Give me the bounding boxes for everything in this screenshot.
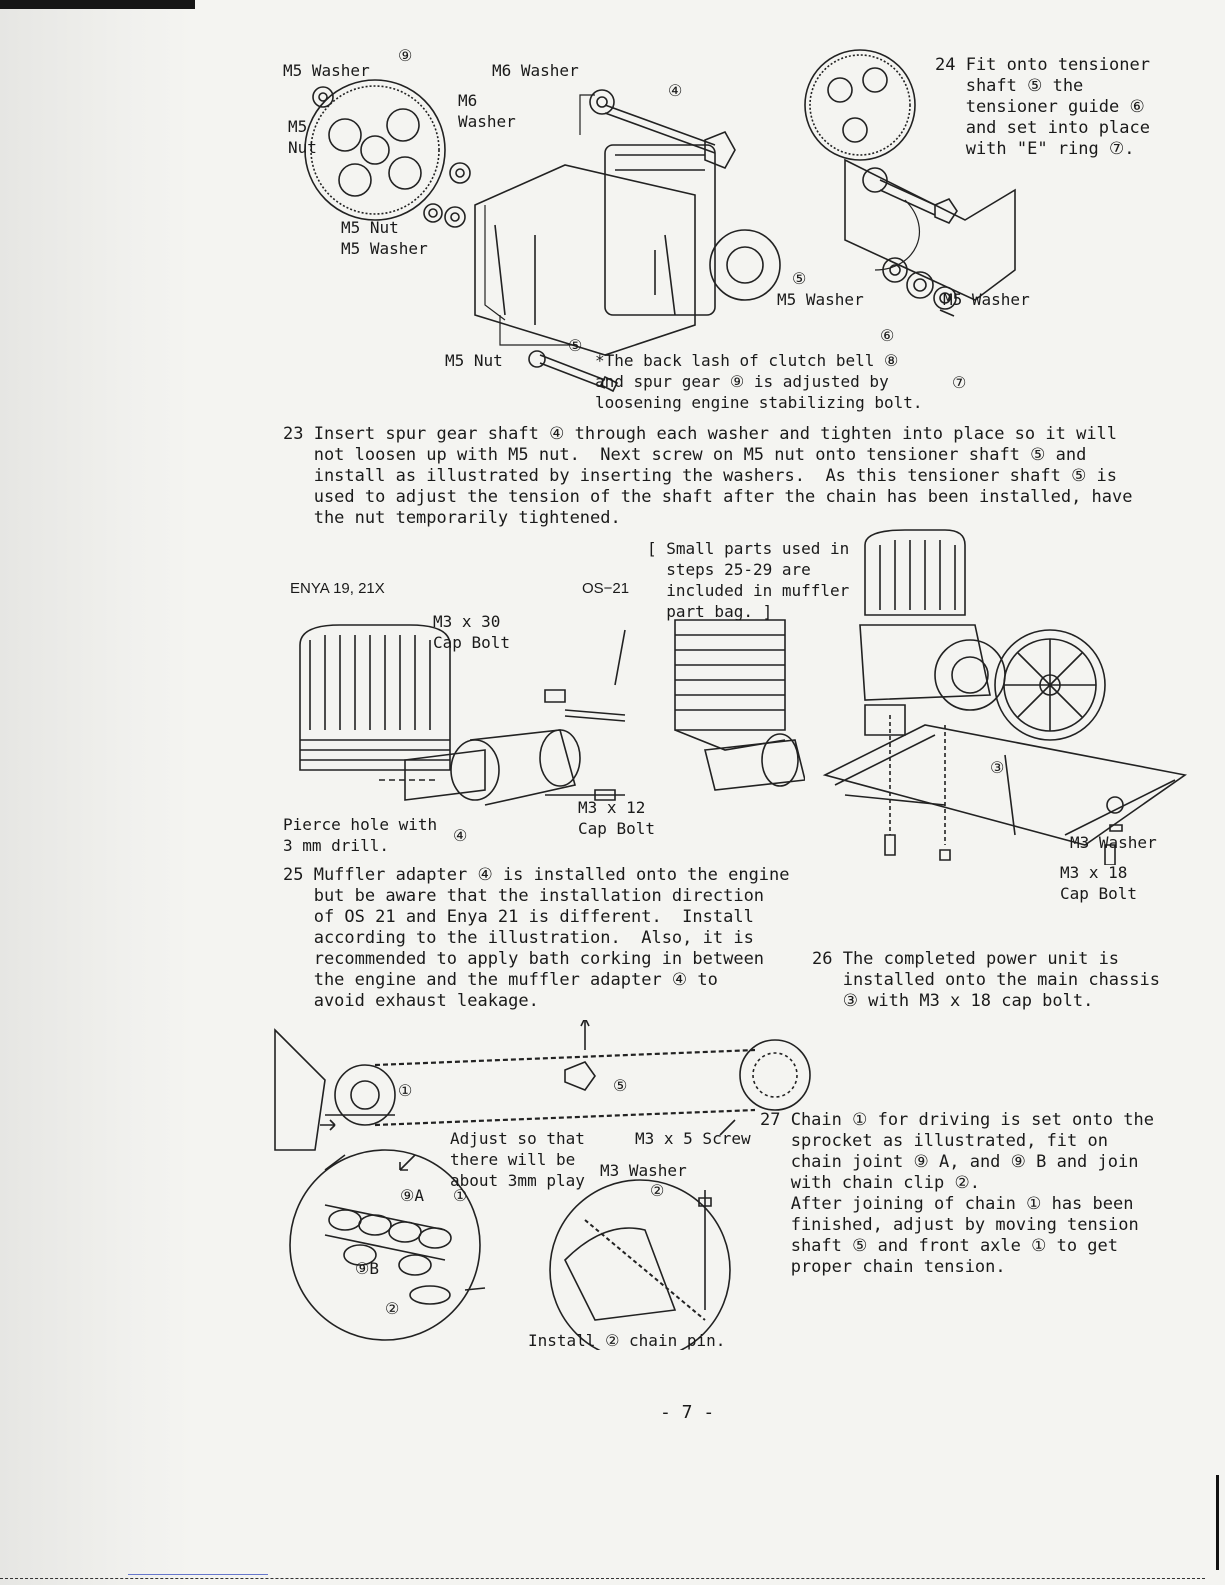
label-m3x5-screw: M3 x 5 Screw — [635, 1129, 751, 1148]
label-m5-washer-right1: M5 Washer — [777, 290, 864, 309]
step24-line1: 24 Fit onto tensioner — [935, 55, 1150, 75]
label-washer: Washer — [458, 112, 516, 131]
small-parts-note-line2: steps 25-29 are — [647, 560, 811, 579]
label-m5-washer-mid: M5 Washer — [341, 239, 428, 258]
part-number-63: ④ — [453, 826, 468, 845]
adjust-note-line3: about 3mm play — [450, 1171, 585, 1190]
step23-line1: 23 Insert spur gear shaft ④ through each washer and tighten into place so it will — [283, 424, 1118, 444]
label-m6: M6 — [458, 91, 478, 110]
step23-line3: install as illustrated by inserting the washers. As this tensioner shaft ⑤ is — [283, 466, 1118, 486]
step25-line5: recommended to apply bath corking in between — [283, 949, 765, 969]
step27-line4: with chain clip ②. — [760, 1173, 980, 1193]
page-left-margin — [0, 0, 195, 1585]
step25-line3: of OS 21 and Enya 21 is different. Install — [283, 907, 754, 927]
part-number-24: ② — [650, 1181, 665, 1200]
backlash-note-line2: and spur gear ⑨ is adjusted by — [595, 372, 889, 391]
label-m3-washer-fig3: M3 Washer — [600, 1161, 687, 1180]
part-number-56: ⑥ — [880, 326, 895, 345]
label-cap-bolt-3: Cap Bolt — [1060, 884, 1138, 903]
small-parts-note-line3: included in muffler — [647, 581, 850, 600]
label-m5-nut-mid: M5 Nut — [341, 218, 399, 237]
part-number-61a: ⑨A — [400, 1186, 424, 1205]
step25-line6: the engine and the muffler adapter ④ to — [283, 970, 718, 990]
step25-line4: according to the illustration. Also, it is — [283, 928, 754, 948]
step23-line5: the nut temporarily tightened. — [283, 508, 621, 528]
part-number-1: ① — [398, 1081, 413, 1100]
manual-page — [195, 0, 1225, 1585]
step27-line2: sprocket as illustrated, fit on — [760, 1131, 1108, 1151]
step23-line4: used to adjust the tension of the shaft after the chain has been installed, have — [283, 487, 1133, 507]
backlash-note-line3: loosening engine stabilizing bolt. — [595, 393, 923, 412]
backlash-note-line1: *The back lash of clutch bell ⑧ — [595, 351, 899, 370]
scan-top-edge — [0, 0, 195, 9]
bottom-dashed-line — [0, 1578, 1205, 1579]
page-number: - 7 - — [660, 1402, 715, 1423]
label-m6-washer-top: M6 Washer — [492, 61, 579, 80]
label-m3-washer: M3 Washer — [1070, 833, 1157, 852]
part-number-60: ① — [453, 1186, 468, 1205]
step27-line3: chain joint ⑨ A, and ⑨ B and join — [760, 1152, 1139, 1172]
small-parts-note-line4: part bag. ] — [647, 602, 773, 621]
label-m3x18: M3 x 18 — [1060, 863, 1128, 882]
part-number-54: ④ — [668, 81, 683, 100]
step27-line7: shaft ⑤ and front axle ① to get — [760, 1236, 1118, 1256]
step27-line1: 27 Chain ① for driving is set onto the — [760, 1110, 1154, 1130]
adjust-note-line1: Adjust so that — [450, 1129, 585, 1148]
muffler-adapter-illustration — [285, 590, 805, 840]
step25-line2: but be aware that the installation direction — [283, 886, 765, 906]
step26-line3: ③ with M3 x 18 cap bolt. — [812, 991, 1094, 1011]
label-m5: M5 — [288, 117, 308, 136]
part-number-55: ⑤ — [568, 336, 583, 355]
step23-line2: not loosen up with M5 nut. Next screw on M5 nut onto tensioner shaft ⑤ and — [283, 445, 1087, 465]
power-unit-chassis-illustration — [805, 525, 1205, 865]
part-number-62: ② — [385, 1299, 400, 1318]
bottom-rule — [128, 1574, 268, 1575]
step24-line4: and set into place — [935, 118, 1150, 138]
label-os21: OS−21 — [582, 580, 630, 597]
install-chain-pin-label: Install ② chain pin. — [528, 1331, 726, 1350]
step25-line1: 25 Muffler adapter ④ is installed onto the engine — [283, 865, 790, 885]
label-nut: Nut — [288, 138, 317, 157]
step26-line2: installed onto the main chassis — [812, 970, 1160, 990]
part-number-49: ⑨ — [398, 46, 413, 65]
adjust-note-line2: there will be — [450, 1150, 576, 1169]
part-number-30: ③ — [990, 758, 1005, 777]
small-parts-note-line1: [ Small parts used in — [647, 539, 850, 558]
pierce-hole-line1: Pierce hole with — [283, 815, 438, 834]
step27-line8: proper chain tension. — [760, 1257, 1006, 1277]
label-m5-washer-top: M5 Washer — [283, 61, 370, 80]
label-m5-nut-bottom: M5 Nut — [445, 351, 503, 370]
label-cap-bolt: Cap Bolt — [433, 633, 511, 652]
part-number-55b: ⑤ — [792, 269, 807, 288]
part-number-55-fig3: ⑤ — [613, 1076, 628, 1095]
step27-line5: After joining of chain ① has been — [760, 1194, 1134, 1214]
label-m3x30: M3 x 30 — [433, 612, 501, 631]
step24-line2: shaft ⑤ the — [935, 76, 1084, 96]
part-number-61b: ⑨B — [355, 1259, 379, 1278]
label-enya: ENYA 19, 21X — [290, 580, 385, 597]
step27-line6: finished, adjust by moving tension — [760, 1215, 1139, 1235]
part-number-57: ⑦ — [952, 373, 967, 392]
label-m3x12: M3 x 12 — [578, 798, 646, 817]
step26-line1: 26 The completed power unit is — [812, 949, 1120, 969]
step24-line3: tensioner guide ⑥ — [935, 97, 1145, 117]
right-edge-mark — [1216, 1475, 1219, 1570]
label-cap-bolt-2: Cap Bolt — [578, 819, 656, 838]
label-m5-washer-right2: M5 Washer — [943, 290, 1030, 309]
step24-line5: with "E" ring ⑦. — [935, 139, 1135, 159]
pierce-hole-line2: 3 mm drill. — [283, 836, 389, 855]
step25-line7: avoid exhaust leakage. — [283, 991, 539, 1011]
